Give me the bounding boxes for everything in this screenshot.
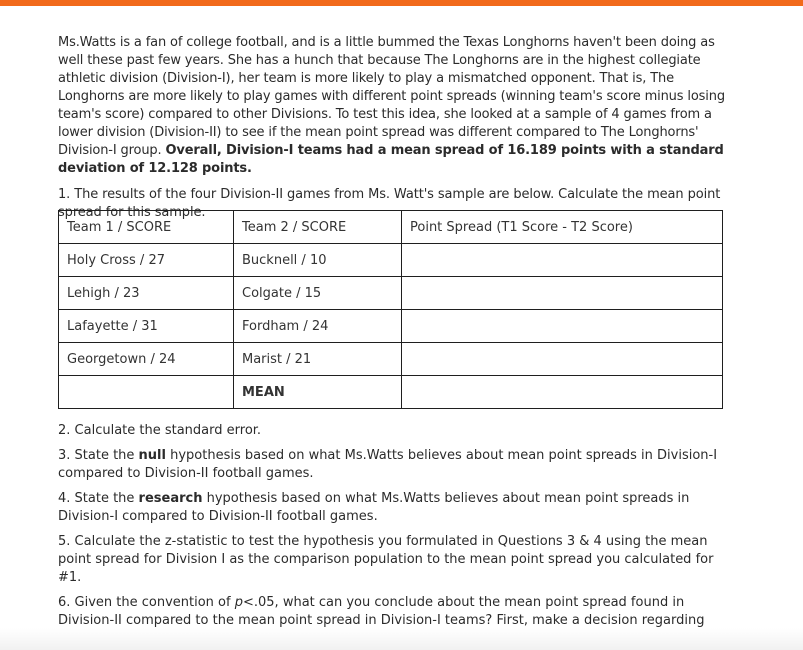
question-3-suffix: hypothesis based on what Ms.Watts believes about mean point spreads in Division-I compared to Division-II football games. xyxy=(58,448,718,481)
question-5: 5. Calculate the z-statistic to test the hypothesis you formulated in Questions 3 & 4 using the mean point spread for Division I as the comparison population to the mean point spread you calculated for #1. xyxy=(58,534,714,585)
cell-point-spread[interactable] xyxy=(402,277,723,310)
intro-paragraph xyxy=(58,34,728,178)
header-team1: Team 1 / SCORE xyxy=(59,211,234,244)
cell-point-spread[interactable] xyxy=(402,310,723,343)
question-6-italic: p xyxy=(234,595,243,610)
intro-summary-bold: Overall, Division-I teams had a mean spread of 16.189 points with a standard deviation of 12.128 points. xyxy=(58,143,724,176)
cell-team1: Holy Cross / 27 xyxy=(59,244,234,277)
table-header-row xyxy=(59,211,723,244)
cell-team1: Lafayette / 31 xyxy=(59,310,234,343)
table-row xyxy=(59,277,723,310)
bottom-shadow xyxy=(0,628,803,650)
problem-content xyxy=(58,34,728,222)
table-row xyxy=(59,310,723,343)
intro-text: Ms.Watts is a fan of college football, and is a little bummed the Texas Longhorns haven't been doing as well these past few years. She has a hunch that because The Longhorns are in the highest collegiate athletic division (Division-I), her team is more likely to play a mismatched opponent. That is, The Longhorns are more likely to play games with different point spreads (winning team's score minus losing team's score) compared to other Divisions. To test this idea, she looked at a sample of 4 games from a lower division (Division-II) to see if the mean point spread was different compared to The Longhorns' Division-I group. xyxy=(58,35,725,158)
games-table xyxy=(58,210,723,409)
question-4-bold: research xyxy=(138,491,203,506)
question-3-bold: null xyxy=(138,448,166,463)
accent-top-bar xyxy=(0,0,803,6)
cell-empty xyxy=(59,376,234,409)
question-4 xyxy=(58,490,728,526)
question-2: 2. Calculate the standard error. xyxy=(58,423,262,438)
mean-label: MEAN xyxy=(234,376,402,409)
cell-team2: Marist / 21 xyxy=(234,343,402,376)
cell-team2: Bucknell / 10 xyxy=(234,244,402,277)
question-3 xyxy=(58,447,728,483)
question-6-prefix: 6. Given the convention of xyxy=(58,595,235,610)
cell-mean-value[interactable] xyxy=(402,376,723,409)
cell-point-spread[interactable] xyxy=(402,244,723,277)
cell-team1: Lehigh / 23 xyxy=(59,277,234,310)
question-6-suffix: <.05, what can you conclude about the mean point spread found in Division-II compared to the mean point spread in Division-I teams? First, make a decision regarding xyxy=(58,595,705,628)
table-row xyxy=(59,244,723,277)
question-3-prefix: 3. State the xyxy=(58,448,139,463)
header-point-spread: Point Spread (T1 Score - T2 Score) xyxy=(402,211,723,244)
cell-team1: Georgetown / 24 xyxy=(59,343,234,376)
cell-team2: Colgate / 15 xyxy=(234,277,402,310)
cell-point-spread[interactable] xyxy=(402,343,723,376)
table-mean-row xyxy=(59,376,723,409)
question-4-suffix: hypothesis based on what Ms.Watts believes about mean point spreads in Division-I compared to Division-II football games. xyxy=(58,491,690,524)
cell-team2: Fordham / 24 xyxy=(234,310,402,343)
header-team2: Team 2 / SCORE xyxy=(234,211,402,244)
table-row xyxy=(59,343,723,376)
question-4-prefix: 4. State the xyxy=(58,491,139,506)
question-1: 1. The results of the four Division-II games from Ms. Watt's sample are below. Calculate the mean point spread for this sample. xyxy=(58,187,721,220)
questions-list xyxy=(58,422,728,650)
